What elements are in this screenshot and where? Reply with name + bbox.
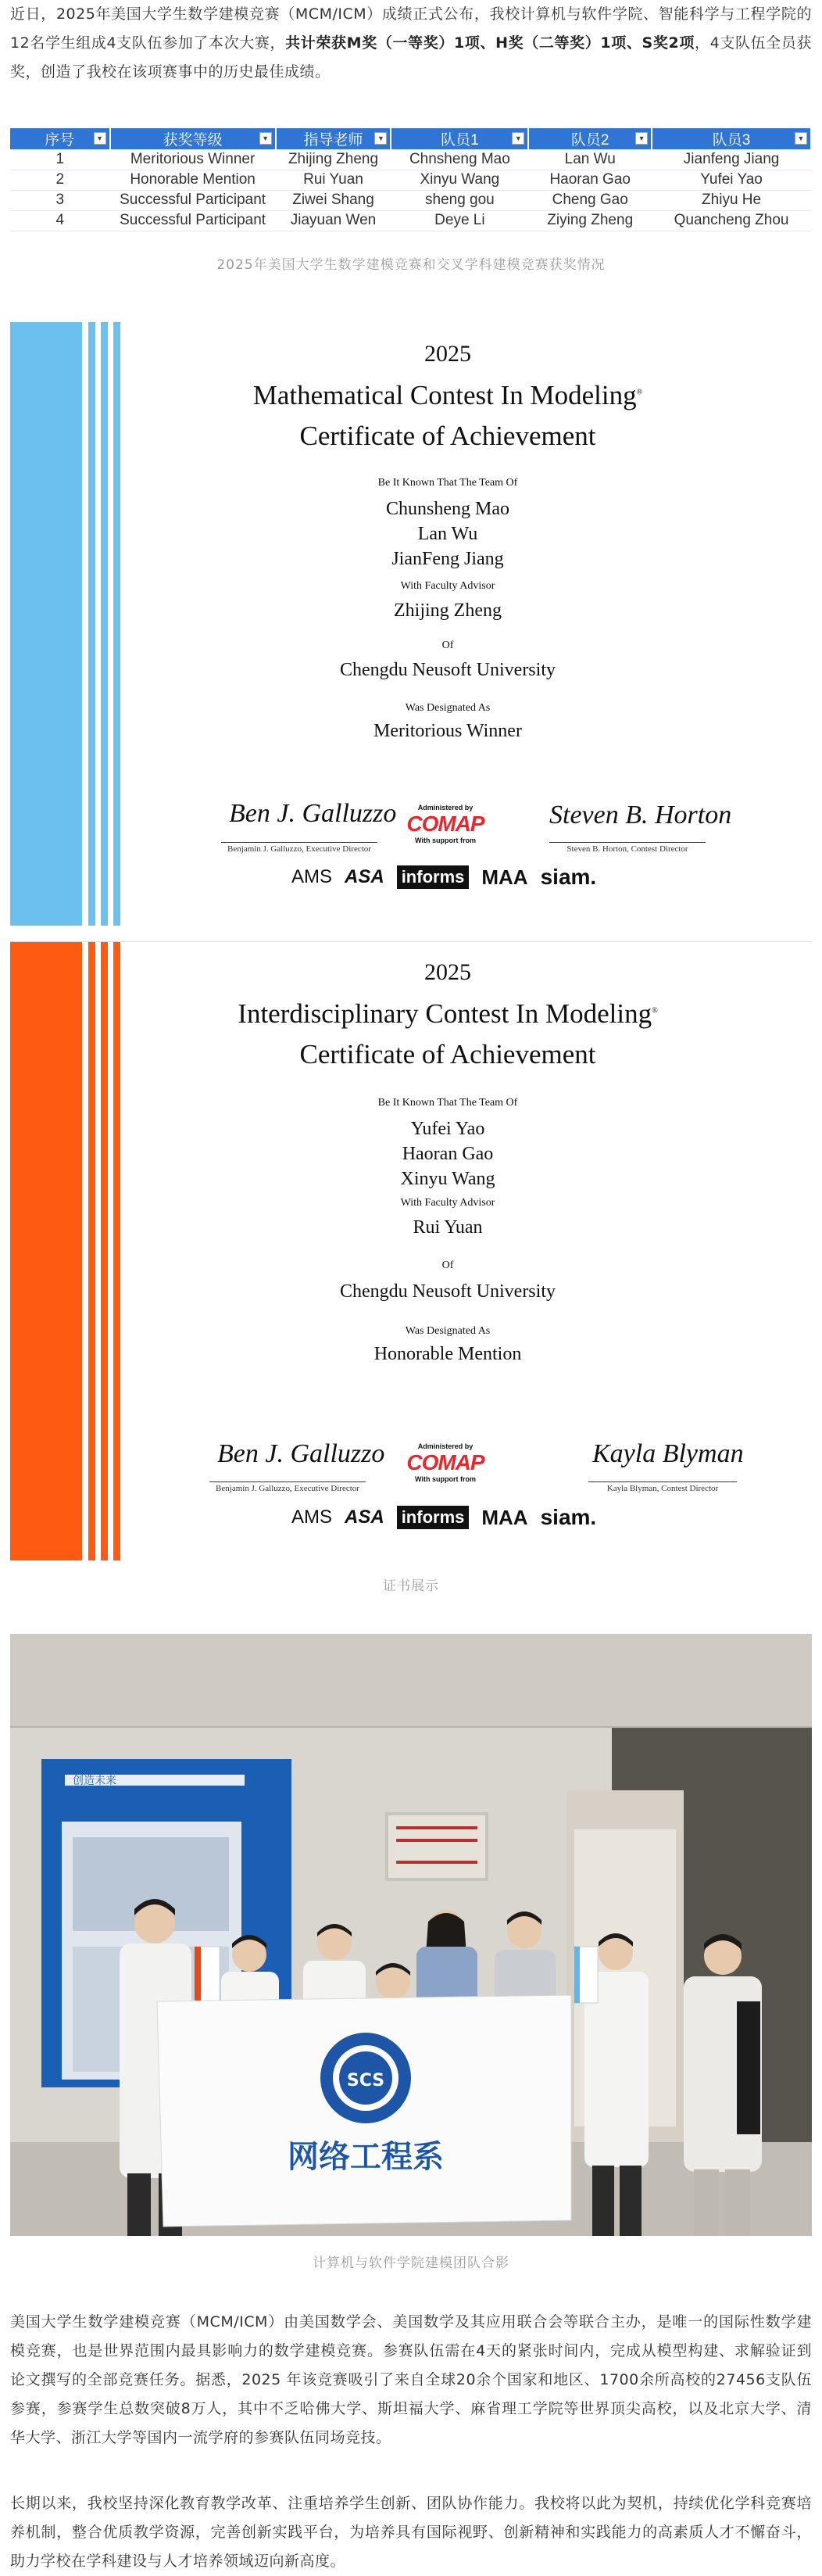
informs-logo: informs <box>397 865 470 889</box>
intro-bold-text: 共计荣获M奖（一等奖）1项、H奖（二等奖）1项、S奖2项 <box>285 34 695 52</box>
group-photo-illustration <box>10 1634 812 2236</box>
team-member: Xinyu Wang <box>400 1169 495 1189</box>
photo-caption: 计算机与软件学院建模团队合影 <box>313 2255 509 2271</box>
comap-logo: COMAP <box>406 811 484 836</box>
registered-mark: ® <box>636 388 643 397</box>
university-name: Chengdu Neusoft University <box>340 660 556 680</box>
team-member: Chunsheng Mao <box>386 499 509 519</box>
administered-label: Administered by <box>417 804 474 811</box>
sponsor-logos <box>291 865 596 890</box>
signature-left-caption: Benjamin J. Galluzzo, Executive Director <box>209 1481 366 1493</box>
table-cell: Zhijing Zheng <box>276 149 391 170</box>
signature-right-caption: Kayla Blyman, Contest Director <box>588 1481 737 1493</box>
team-member: Lan Wu <box>417 524 478 544</box>
informs-logo: informs <box>397 1506 470 1529</box>
table-cell: 4 <box>10 210 110 231</box>
table-cell: Yufei Yao <box>652 170 811 190</box>
header-label: 队员3 <box>712 132 751 149</box>
header-advisor[interactable] <box>276 128 391 149</box>
awards-table <box>10 128 812 231</box>
ams-logo: AMS <box>291 1507 333 1528</box>
certificate-subtitle: Certificate of Achievement <box>299 421 596 451</box>
header-label: 队员1 <box>441 132 479 149</box>
filter-dropdown-icon[interactable]: ▼ <box>635 132 648 145</box>
table-row <box>10 170 811 190</box>
certificates-caption: 证书展示 <box>383 1578 439 1594</box>
support-label: With support from <box>415 1475 476 1483</box>
certificate-stripe <box>113 322 120 926</box>
maa-logo: MAA <box>481 865 528 889</box>
signature-left: Ben J. Galluzzo <box>217 1439 385 1468</box>
team-member: JianFeng Jiang <box>391 549 504 569</box>
contest-paragraph: 美国大学生数学建模竞赛（MCM/ICM）由美国数学会、美国数学及其应用联合会等联合主办，是唯一的国际性数学建模竞赛，也是世界范围内最具影响力的数学建模竞赛。参赛队伍需在4天的紧张时间内，完成从模型构建、求解验证到论文撰写的全部竞赛任务。据悉，2025 年该竞赛吸引了来自全球20余个国家和地区、1700余所高校的27456支队伍参赛，参赛学生总数突破8万人，其中不乏哈佛大学、斯坦福大学、麻省理工学院等世界顶尖高校，以及北京大学、清华大学、浙江大学等国内一流学府的参赛队伍同场竞技。 <box>10 2313 812 2446</box>
closing-paragraph: 长期以来，我校坚持深化教育教学改革、注重培养学生创新、团队协作能力。我校将以此为契机，持续优化学科竞赛培养机制，整合优质教学资源，完善创新实践平台，为培养具有国际视野、创新精神和实践能力的高素质人才不懈奋斗，助力学校在学科建设与人才培养领域迈向新高度。 <box>10 2495 812 2570</box>
team-intro: Be It Known That The Team Of <box>377 1097 518 1109</box>
signature-right: Steven B. Horton <box>549 801 732 829</box>
table-cell: Lan Wu <box>528 149 652 170</box>
table-cell: Rui Yuan <box>276 170 391 190</box>
certificate-mcm <box>10 322 812 926</box>
filter-dropdown-icon[interactable]: ▼ <box>94 132 106 145</box>
signature-left: Ben J. Galluzzo <box>229 799 397 828</box>
table-cell: Jianfeng Jiang <box>652 149 811 170</box>
table-cell: Ziwei Shang <box>276 190 391 210</box>
header-award[interactable] <box>110 128 276 149</box>
intro-text-1: 近日，2025年美国大学生数学建模竞赛（MCM/ICM）成绩正式公布，我校计算机与软件学院、智能科学与工程学院的12名学生组成4支队伍参加了本次大赛， <box>10 5 812 52</box>
header-index[interactable] <box>10 128 110 149</box>
table-cell: Successful Participant <box>110 190 276 210</box>
certificate-title-text: Interdisciplinary Contest In Modeling <box>238 998 652 1029</box>
table-cell: Haoran Gao <box>528 170 652 190</box>
table-cell: Honorable Mention <box>110 170 276 190</box>
header-label: 指导老师 <box>303 132 363 149</box>
banner <box>157 1995 571 2227</box>
registered-mark: ® <box>652 1006 658 1016</box>
table-cell: 1 <box>10 149 110 170</box>
of-label: Of <box>441 1259 454 1271</box>
certificate-stripe <box>88 942 95 1560</box>
sponsor-logos <box>291 1505 596 1530</box>
maa-logo: MAA <box>481 1505 528 1529</box>
table-cell: Jiayuan Wen <box>276 210 391 231</box>
designated-label: Was Designated As <box>405 702 491 714</box>
filter-dropdown-icon[interactable]: ▼ <box>259 132 272 145</box>
table-cell: Chnsheng Mao <box>391 149 528 170</box>
header-member3[interactable] <box>652 128 811 149</box>
certificate-icm <box>10 941 812 1560</box>
table-cell: 3 <box>10 190 110 210</box>
table-cell: sheng gou <box>391 190 528 210</box>
advisor-name: Rui Yuan <box>413 1217 483 1238</box>
certificate-stripe <box>10 942 82 1560</box>
header-member1[interactable] <box>391 128 528 149</box>
filter-dropdown-icon[interactable]: ▼ <box>795 132 807 145</box>
table-header-row <box>10 128 811 149</box>
header-member2[interactable] <box>528 128 652 149</box>
asa-logo: ASA <box>345 1507 384 1528</box>
intro-paragraph <box>10 0 812 87</box>
administered-label: Administered by <box>417 1442 474 1450</box>
certificate-subtitle: Certificate of Achievement <box>299 1039 596 1069</box>
filter-dropdown-icon[interactable]: ▼ <box>512 132 524 145</box>
filter-dropdown-icon[interactable]: ▼ <box>374 132 387 145</box>
table-cell: 2 <box>10 170 110 190</box>
ams-logo: AMS <box>291 866 333 887</box>
signature-left-caption: Benjamin J. Galluzzo, Executive Director <box>221 842 377 854</box>
certificate-stripe <box>88 322 95 926</box>
table-cell: Meritorious Winner <box>110 149 276 170</box>
table-row <box>10 210 811 231</box>
certificate-title <box>151 998 745 1030</box>
table-cell: Zhiyu He <box>652 190 811 210</box>
asa-logo: ASA <box>345 866 384 887</box>
award-name: Meritorious Winner <box>373 721 522 741</box>
advisor-intro: With Faculty Advisor <box>400 1197 495 1209</box>
table-cell: Xinyu Wang <box>391 170 528 190</box>
comap-block <box>402 804 488 844</box>
certificate-stripe <box>10 322 82 926</box>
signature-right: Kayla Blyman <box>592 1439 744 1468</box>
certificate-stripe <box>101 942 108 1560</box>
certificate-stripe <box>101 322 108 926</box>
banner-text: 网络工程系 <box>288 2139 444 2175</box>
table-cell: Deye Li <box>391 210 528 231</box>
advisor-intro: With Faculty Advisor <box>400 580 495 592</box>
siam-logo: siam. <box>540 865 597 889</box>
certificate-year: 2025 <box>424 341 471 367</box>
table-row <box>10 190 811 210</box>
designated-label: Was Designated As <box>405 1325 491 1337</box>
table-cell: Ziying Zheng <box>528 210 652 231</box>
table-caption: 2025年美国大学生数学建模竞赛和交叉学科建模竞赛获奖情况 <box>216 257 606 273</box>
table-cell: Cheng Gao <box>528 190 652 210</box>
certificate-year: 2025 <box>424 959 471 985</box>
table-cell: Successful Participant <box>110 210 276 231</box>
signature-right-caption: Steven B. Horton, Contest Director <box>549 842 706 854</box>
comap-logo: COMAP <box>406 1450 484 1474</box>
wall-sign-text: 创造未来 <box>73 1775 116 1787</box>
certificate-title <box>151 380 745 411</box>
table-cell: Quancheng Zhou <box>652 210 811 231</box>
team-member: Haoran Gao <box>402 1144 494 1164</box>
advisor-name: Zhijing Zheng <box>394 600 502 621</box>
header-label: 获奖等级 <box>163 132 223 149</box>
certificate-stripe <box>113 942 120 1560</box>
team-intro: Be It Known That The Team Of <box>377 477 518 489</box>
banner-logo-text: SCS <box>346 2071 385 2091</box>
header-label: 队员2 <box>570 132 609 149</box>
university-name: Chengdu Neusoft University <box>340 1281 556 1302</box>
support-label: With support from <box>415 837 476 844</box>
group-photo <box>10 1634 812 2236</box>
certificate-title-text: Mathematical Contest In Modeling <box>252 380 637 410</box>
intro-text-2: ，4支队伍全员获奖，创造了我校在该项赛事中的历史最佳成绩。 <box>10 34 812 81</box>
team-member: Yufei Yao <box>410 1119 485 1139</box>
comap-block <box>402 1442 488 1483</box>
table-row <box>10 149 811 170</box>
of-label: Of <box>441 640 454 651</box>
award-name: Honorable Mention <box>373 1344 522 1364</box>
header-label: 序号 <box>45 132 75 149</box>
siam-logo: siam. <box>540 1505 597 1529</box>
